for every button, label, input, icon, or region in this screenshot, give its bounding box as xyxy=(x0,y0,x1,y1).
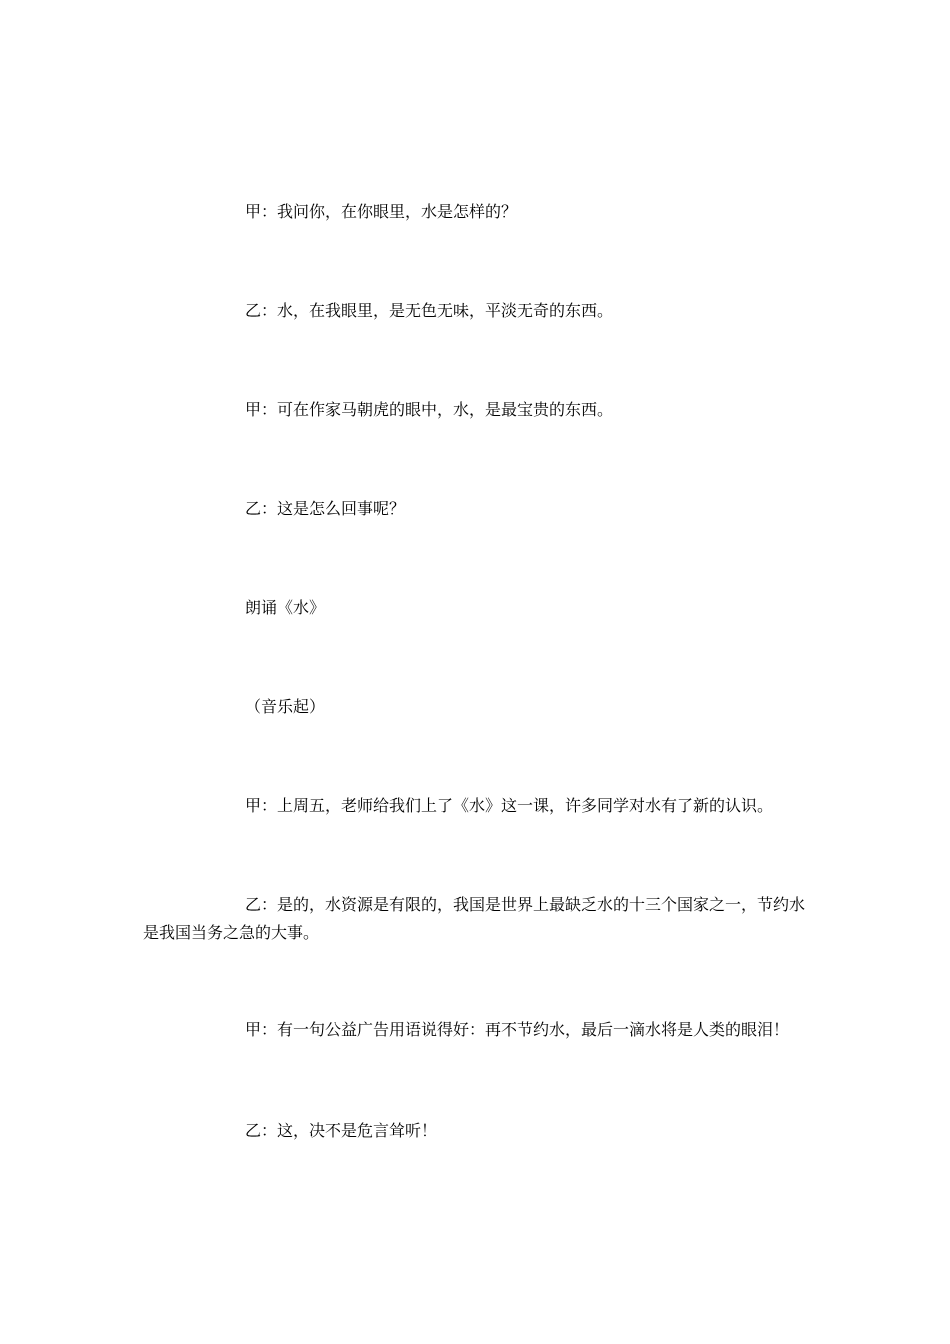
dialogue-paragraph: 甲：上周五，老师给我们上了《水》这一课，许多同学对水有了新的认识。 xyxy=(245,796,774,815)
dialogue-paragraph: 甲：有一句公益广告用语说得好：再不节约水，最后一滴水将是人类的眼泪！ xyxy=(245,1020,790,1039)
stage-direction: （音乐起） xyxy=(245,697,326,716)
dialogue-paragraph: 乙：是的，水资源是有限的，我国是世界上最缺乏水的十三个国家之一，节约水是我国当务之急的大事。 xyxy=(143,895,806,942)
dialogue-paragraph: 乙：这，决不是危言耸听！ xyxy=(245,1121,438,1140)
dialogue-paragraph: 甲：我问你，在你眼里，水是怎样的？ xyxy=(245,202,518,221)
dialogue-paragraph: 乙：这是怎么回事呢？ xyxy=(245,499,406,518)
recitation-heading: 朗诵《水》 xyxy=(245,598,326,617)
dialogue-paragraph: 甲：可在作家马朝虎的眼中，水，是最宝贵的东西。 xyxy=(245,400,614,419)
dialogue-paragraph: 乙：水，在我眼里，是无色无味，平淡无奇的东西。 xyxy=(245,301,614,320)
